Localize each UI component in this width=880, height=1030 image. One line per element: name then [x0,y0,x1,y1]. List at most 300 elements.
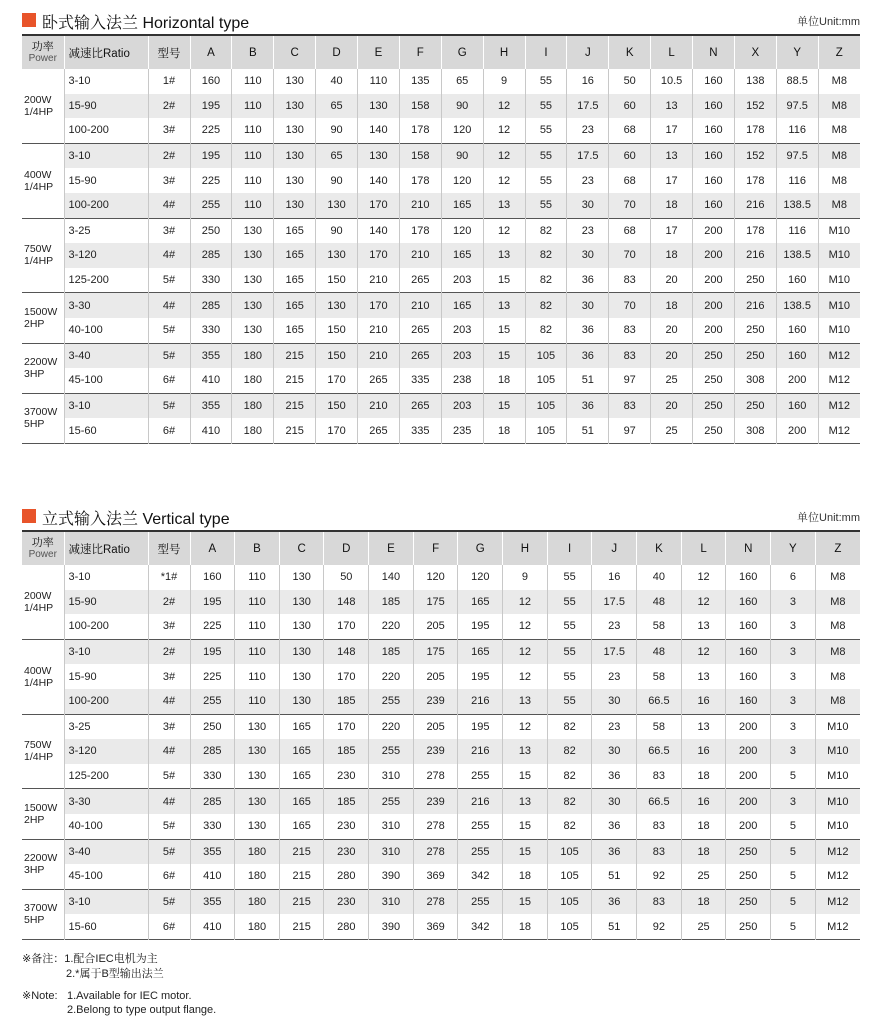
value-cell: 138.5 [776,243,818,268]
value-cell: 60 [609,94,651,119]
value-cell: 12 [503,590,548,615]
value-cell: 130 [235,764,280,789]
table-row [22,69,860,94]
value-cell: 82 [525,293,567,318]
value-cell: 165 [279,764,324,789]
value-cell: 140 [358,118,400,143]
value-cell: 55 [547,664,592,689]
value-cell: 17.5 [567,94,609,119]
value-cell: 250 [734,318,776,343]
value-cell: 200 [726,814,771,839]
value-cell: 160 [726,689,771,714]
value-cell: 36 [567,268,609,293]
value-cell: 65 [441,69,483,94]
value-cell: M10 [818,268,860,293]
value-cell: 16 [681,739,726,764]
value-cell: 65 [316,143,358,168]
value-cell: 255 [190,193,232,218]
model-cell: 4# [148,193,190,218]
table-row [22,118,860,143]
value-cell: 82 [525,268,567,293]
note-en-line-2: 2.Belong to type output flange. [67,1004,217,1016]
value-cell: 410 [190,418,232,443]
value-cell: 160 [693,168,735,193]
value-cell: M10 [815,739,860,764]
power-header-cn: 功率 [31,536,54,549]
value-cell: M10 [815,789,860,814]
value-cell: 160 [693,118,735,143]
value-cell: M12 [815,864,860,889]
column-header-g: G [458,531,503,565]
value-cell: 55 [525,193,567,218]
column-header-g: G [441,35,483,69]
value-cell: 23 [567,118,609,143]
power-watts: 750W [24,243,52,256]
value-cell: 255 [190,689,235,714]
value-cell: 178 [734,168,776,193]
column-header-f: F [399,35,441,69]
value-cell: 148 [324,639,369,664]
value-cell: 150 [316,268,358,293]
model-cell: 3# [148,218,190,243]
value-cell: 200 [726,764,771,789]
model-cell: 3# [148,614,190,639]
value-cell: 335 [399,418,441,443]
value-cell: 15 [503,889,548,914]
value-cell: 130 [279,590,324,615]
value-cell: 25 [651,418,693,443]
value-cell: 200 [776,368,818,393]
ratio-cell: 15-60 [64,914,148,939]
value-cell: 150 [316,318,358,343]
table-row [22,614,860,639]
value-cell: 13 [681,714,726,739]
model-cell: 5# [148,318,190,343]
power-watts: 3700W [24,902,58,915]
value-cell: 165 [441,193,483,218]
column-header-d: D [316,35,358,69]
value-cell: 36 [592,814,637,839]
value-cell: 255 [458,764,503,789]
value-cell: 3 [771,714,816,739]
value-cell: 160 [726,614,771,639]
model-cell: 6# [148,368,190,393]
column-header-a: A [190,35,232,69]
value-cell: 205 [413,714,458,739]
ratio-cell: 3-120 [64,243,148,268]
value-cell: 130 [279,689,324,714]
power-watts: 200W [24,589,52,602]
value-cell: 58 [637,714,682,739]
value-cell: 250 [190,714,235,739]
value-cell: 55 [547,590,592,615]
value-cell: 36 [592,839,637,864]
value-cell: 165 [279,814,324,839]
value-cell: 17 [651,168,693,193]
power-header-en: Power [28,548,57,560]
column-header-l: L [681,531,726,565]
value-cell: 30 [567,193,609,218]
value-cell: 55 [525,118,567,143]
value-cell: 160 [190,69,232,94]
value-cell: 83 [609,268,651,293]
value-cell: 15 [483,343,525,368]
value-cell: 12 [503,614,548,639]
value-cell: 130 [279,639,324,664]
value-cell: 12 [483,118,525,143]
value-cell: 310 [369,814,414,839]
value-cell: 110 [232,168,274,193]
value-cell: 195 [190,639,235,664]
value-cell: 13 [651,143,693,168]
value-cell: 255 [369,789,414,814]
column-header-l: L [651,35,693,69]
power-cell [22,393,64,443]
value-cell: 50 [609,69,651,94]
value-cell: 239 [413,739,458,764]
model-cell: 3# [148,664,190,689]
value-cell: 165 [274,243,316,268]
value-cell: 68 [609,168,651,193]
value-cell: 410 [190,864,235,889]
power-hp: 2HP [24,813,45,826]
value-cell: 13 [503,689,548,714]
value-cell: 170 [358,193,400,218]
value-cell: 225 [190,614,235,639]
ratio-cell: 45-100 [64,368,148,393]
model-cell: 2# [148,143,190,168]
value-cell: 88.5 [776,69,818,94]
value-cell: 140 [358,168,400,193]
value-cell: 238 [441,368,483,393]
value-cell: 152 [734,143,776,168]
value-cell: 230 [324,764,369,789]
value-cell: 23 [592,714,637,739]
value-cell: 160 [693,193,735,218]
value-cell: 178 [399,218,441,243]
value-cell: 120 [441,118,483,143]
value-cell: 30 [592,739,637,764]
power-watts: 200W [24,93,52,106]
column-header-z: Z [818,35,860,69]
value-cell: 170 [358,243,400,268]
value-cell: 210 [358,343,400,368]
power-cell [22,293,64,343]
value-cell: 178 [399,168,441,193]
table-row [22,639,860,664]
value-cell: 3 [771,739,816,764]
value-cell: M8 [818,143,860,168]
model-cell: 5# [148,839,190,864]
value-cell: 90 [316,168,358,193]
ratio-cell: 100-200 [64,689,148,714]
ratio-cell: 45-100 [64,864,148,889]
value-cell: 180 [232,343,274,368]
value-cell: 160 [726,639,771,664]
value-cell: 185 [369,590,414,615]
note-cn-line-2: 2.*属于B型输出法兰 [66,968,164,980]
table-row [22,739,860,764]
value-cell: 180 [232,393,274,418]
value-cell: 110 [235,565,280,590]
notes [22,950,216,1019]
value-cell: 175 [413,639,458,664]
ratio-cell: 100-200 [64,118,148,143]
section-header [22,8,860,34]
ratio-header: 减速比Ratio [64,35,148,69]
value-cell: 265 [399,393,441,418]
power-cell [22,789,64,839]
value-cell: 330 [190,764,235,789]
value-cell: M8 [815,565,860,590]
model-cell: 5# [148,764,190,789]
power-cell [22,714,64,789]
value-cell: 130 [235,814,280,839]
power-watts: 3700W [24,406,58,419]
ratio-cell: 3-40 [64,839,148,864]
model-header: 型号 [148,35,190,69]
value-cell: 82 [525,243,567,268]
value-cell: 110 [235,689,280,714]
column-header-j: J [567,35,609,69]
value-cell: 130 [274,69,316,94]
ratio-cell: 15-90 [64,664,148,689]
value-cell: M12 [818,368,860,393]
model-cell: 3# [148,118,190,143]
power-header [22,531,64,565]
value-cell: 120 [441,218,483,243]
value-cell: 5 [771,814,816,839]
value-cell: 48 [637,590,682,615]
value-cell: 150 [316,393,358,418]
value-cell: 250 [734,268,776,293]
value-cell: 216 [734,243,776,268]
power-cell [22,343,64,393]
value-cell: 210 [399,293,441,318]
value-cell: 180 [232,418,274,443]
value-cell: 278 [413,889,458,914]
table-row [22,193,860,218]
column-header-j: J [592,531,637,565]
ratio-cell: 125-200 [64,268,148,293]
value-cell: 105 [525,393,567,418]
value-cell: 83 [637,889,682,914]
value-cell: 239 [413,689,458,714]
column-header-h: H [503,531,548,565]
value-cell: 83 [637,839,682,864]
value-cell: 215 [279,914,324,939]
value-cell: 105 [547,839,592,864]
value-cell: M10 [818,243,860,268]
value-cell: 265 [399,268,441,293]
value-cell: 55 [525,168,567,193]
value-cell: 250 [693,393,735,418]
value-cell: 70 [609,193,651,218]
value-cell: 200 [693,218,735,243]
value-cell: 130 [316,193,358,218]
value-cell: M8 [818,118,860,143]
value-cell: 12 [503,639,548,664]
value-cell: 97 [609,368,651,393]
value-cell: 18 [651,193,693,218]
value-cell: 216 [458,789,503,814]
value-cell: M10 [818,218,860,243]
model-cell: 2# [148,94,190,119]
value-cell: M12 [815,839,860,864]
value-cell: 90 [441,94,483,119]
value-cell: 165 [458,590,503,615]
value-cell: 278 [413,839,458,864]
column-header-a: A [190,531,235,565]
value-cell: 130 [232,293,274,318]
value-cell: 130 [279,664,324,689]
value-cell: 55 [525,94,567,119]
value-cell: 180 [235,914,280,939]
section-title: 卧式输入法兰 Horizontal type [42,15,250,32]
value-cell: 180 [235,889,280,914]
value-cell: 12 [483,218,525,243]
value-cell: 203 [441,318,483,343]
value-cell: 18 [651,293,693,318]
value-cell: 160 [726,664,771,689]
power-watts: 1500W [24,305,58,318]
value-cell: M8 [815,689,860,714]
value-cell: 110 [232,193,274,218]
note-en-line-1: 1.Available for IEC motor. [67,990,192,1002]
value-cell: 160 [726,565,771,590]
value-cell: 285 [190,739,235,764]
value-cell: M10 [818,293,860,318]
value-cell: 200 [693,268,735,293]
value-cell: 180 [232,368,274,393]
model-cell: 2# [148,639,190,664]
value-cell: 203 [441,343,483,368]
value-cell: 158 [399,143,441,168]
value-cell: 3 [771,789,816,814]
vertical-dimension-table [22,530,860,940]
value-cell: 165 [274,218,316,243]
power-hp: 1/4HP [24,105,54,118]
value-cell: 36 [567,393,609,418]
table-row [22,889,860,914]
value-cell: 55 [547,565,592,590]
power-hp: 1/4HP [24,180,54,193]
value-cell: 195 [458,664,503,689]
value-cell: 120 [441,168,483,193]
value-cell: 216 [458,689,503,714]
value-cell: 130 [235,789,280,814]
value-cell: 165 [274,268,316,293]
value-cell: 105 [525,418,567,443]
value-cell: 12 [681,639,726,664]
value-cell: 25 [681,914,726,939]
value-cell: 110 [232,94,274,119]
value-cell: 278 [413,814,458,839]
value-cell: 160 [776,268,818,293]
value-cell: 15 [503,814,548,839]
value-cell: 82 [525,218,567,243]
section-marker [22,13,36,27]
value-cell: 36 [567,318,609,343]
value-cell: 310 [369,889,414,914]
power-watts: 2200W [24,852,58,865]
value-cell: 200 [693,243,735,268]
model-cell: 4# [148,243,190,268]
value-cell: 138.5 [776,193,818,218]
value-cell: 130 [316,293,358,318]
model-cell: 2# [148,590,190,615]
value-cell: 23 [592,664,637,689]
value-cell: 152 [734,94,776,119]
value-cell: 105 [547,864,592,889]
ratio-cell: 15-90 [64,590,148,615]
power-hp: 3HP [24,368,45,381]
value-cell: 250 [726,889,771,914]
model-cell: 5# [148,393,190,418]
table-row [22,243,860,268]
value-cell: M8 [815,664,860,689]
value-cell: 3 [771,590,816,615]
value-cell: 160 [693,94,735,119]
value-cell: 13 [651,94,693,119]
value-cell: 3 [771,689,816,714]
column-header-y: Y [771,531,816,565]
value-cell: 130 [274,118,316,143]
value-cell: 18 [503,914,548,939]
value-cell: 220 [369,614,414,639]
ratio-cell: 100-200 [64,193,148,218]
table-row [22,293,860,318]
value-cell: 15 [483,268,525,293]
value-cell: 20 [651,343,693,368]
value-cell: 82 [547,714,592,739]
value-cell: 185 [324,789,369,814]
value-cell: 355 [190,343,232,368]
value-cell: 12 [681,590,726,615]
model-cell: 3# [148,714,190,739]
value-cell: 105 [547,914,592,939]
value-cell: 165 [274,318,316,343]
value-cell: 3 [771,639,816,664]
value-cell: 390 [369,864,414,889]
value-cell: 130 [279,565,324,590]
unit-label: 单位Unit:mm [797,16,860,28]
value-cell: 369 [413,914,458,939]
value-cell: 330 [190,814,235,839]
vertical-type-section [22,504,860,940]
value-cell: 148 [324,590,369,615]
ratio-cell: 3-120 [64,739,148,764]
value-cell: 210 [399,243,441,268]
value-cell: 90 [316,218,358,243]
ratio-cell: 3-25 [64,218,148,243]
table-row [22,714,860,739]
value-cell: 55 [525,143,567,168]
model-cell: 4# [148,293,190,318]
value-cell: 16 [681,689,726,714]
value-cell: 36 [592,889,637,914]
value-cell: 203 [441,268,483,293]
value-cell: 195 [190,143,232,168]
value-cell: 180 [235,864,280,889]
value-cell: 5 [771,889,816,914]
value-cell: 178 [734,218,776,243]
value-cell: 255 [458,839,503,864]
value-cell: M8 [815,614,860,639]
value-cell: M12 [818,393,860,418]
note-en-label: ※Note: [22,990,58,1002]
power-hp: 5HP [24,418,45,431]
